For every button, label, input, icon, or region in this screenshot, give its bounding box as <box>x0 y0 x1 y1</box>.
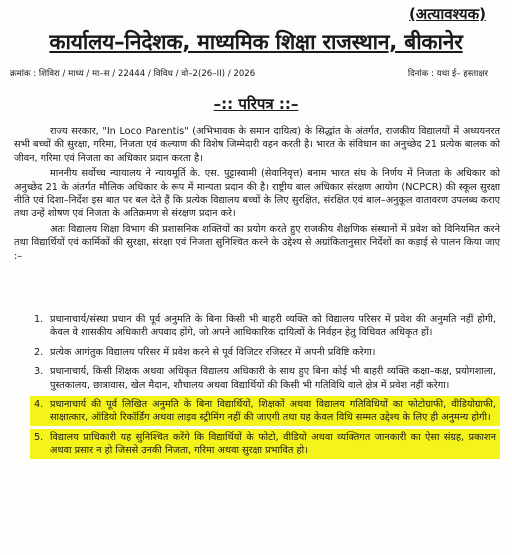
issue-date: दिनांक : यथा ई– हस्ताक्षर <box>407 69 488 79</box>
paragraph-2: माननीय सर्वोच्च न्यायालय ने न्यायमूर्ति के. एस. पुट्टास्वामी (सेवानिवृत्त) बनाम भारत संघ के निर्णय में निजता के अधिकार को अनुच्छेद 21 के अंतर्गत मौलिक अधिकार के रूप में मान्यता प्रदान की है। राष्ट्रीय बाल अधिकार संरक्षण आयोग (NCPCR) की स्कूल सुरक्षा नीति एवं दिशा–निर्देश इस बात पर बल देते हैं कि प्रत्येक विद्यालय बच्चों के लिए सुरक्षित, संरक्षित एवं बाल–अनुकूल वातावरण उपलब्ध कराए तथा उन्हें शोषण एवं निजता के अतिक्रमण से संरक्षण प्रदान करे। <box>14 168 500 220</box>
directive-text: प्रधानाचार्य, किसी शिक्षक अथवा अधिकृत विद्यालय अधिकारी के साथ हुए बिना कोई भी बाहरी व्यक्ति कक्षा–कक्ष, प्रयोगशाला, पुस्तकालय, छात्रावास, खेल मैदान, शौचालय अथवा विद्यार्थियों की किसी भी गतिविधि वाले क्षेत्र में प्रवेश नहीं करेगा। <box>50 366 496 391</box>
office-heading: कार्यालय–निदेशक, माध्यमिक शिक्षा राजस्थान, बीकानेर <box>49 30 463 54</box>
directive-item-highlighted <box>30 429 500 459</box>
directive-item <box>30 311 500 341</box>
circular-title: –:: परिपत्र ::– <box>213 95 299 113</box>
directive-number: 2. <box>34 346 44 358</box>
directive-number: 3. <box>34 366 44 378</box>
directive-number: 5. <box>34 431 44 443</box>
directive-item <box>30 344 500 360</box>
directive-number: 1. <box>34 314 44 325</box>
reference-number: क्रमांक : शिविरा / माध्य / मा–स / 22444 / विविध / वो–2(26–II) / 2026 <box>10 69 256 79</box>
urgency-label: (अत्यावश्यक) <box>408 5 486 23</box>
directive-text: विद्यालय प्राधिकारी यह सुनिश्चित करेंगे कि विद्यार्थियों के फोटो, वीडियो अथवा व्यक्तिगत जानकारी का ऐसा संग्रह, प्रकाशन अथवा प्रसार न हो जिससे उनकी निजता, गरिमा अथवा सुरक्षा प्रभावित हो। <box>50 431 496 457</box>
directive-list <box>30 311 500 462</box>
paragraph-3: अतः विद्यालय शिक्षा विभाग की प्रशासनिक शक्तियों का प्रयोग करते हुए राजकीय शैक्षणिक संस्थानों में प्रवेश को विनियमित करने तथा विद्यार्थियों एवं कार्मिकों की सुरक्षा, संरक्षा एवं निजता सुनिश्चित करने के उद्देश्य से अग्रांकितानुसार निर्देशों का कड़ाई से पालन किया जाए :– <box>14 223 500 262</box>
directive-text: प्रधानाचार्य/संस्था प्रधान की पूर्व अनुमति के बिना किसी भी बाहरी व्यक्ति को विद्यालय परिसर में प्रवेश की अनुमति नहीं होगी, केवल वे शासकीय अधिकारी अपवाद होंगे, जो अपने आधिकारिक दायित्वों के निर्वहन हेतु विधिवत अधिकृत हों। <box>50 314 496 339</box>
directive-text: प्रधानाचार्य की पूर्व लिखित अनुमति के बिना विद्यार्थियों, शिक्षकों अथवा विद्यालय गतिविधियों का फोटोग्राफी, वीडियोग्राफी, साक्षात्कार, ऑडियो रिकॉर्डिंग अथवा लाइव स्ट्रीमिंग नहीं की जाएगी तथा यह केवल विधि सम्मत उद्देश्य के लिए ही अनुमन्य होगी। <box>50 399 496 424</box>
directive-text: प्रत्येक आगंतुक विद्यालय परिसर में प्रवेश करने से पूर्व विजिटर रजिस्टर में अपनी प्रविष्टि करेगा। <box>50 346 376 358</box>
reference-line <box>10 67 502 79</box>
circular-body <box>14 125 500 265</box>
directive-item-highlighted <box>30 396 500 426</box>
paragraph-1: राज्य सरकार, "In Loco Parentis" (अभिभावक के समान दायित्व) के सिद्धांत के अंतर्गत, राजकीय विद्यालयों में अध्ययनरत सभी बच्चों की सुरक्षा, गरिमा, निजता एवं कल्याण की विशेष जिम्मेदारी वहन करती है। भारत के संविधान का अनुच्छेद 21 प्रत्येक बालक को जीवन, गरिमा एवं निजता का अधिकार प्रदान करता है। <box>14 126 500 164</box>
directive-number: 4. <box>34 399 44 411</box>
directive-item <box>30 363 500 393</box>
